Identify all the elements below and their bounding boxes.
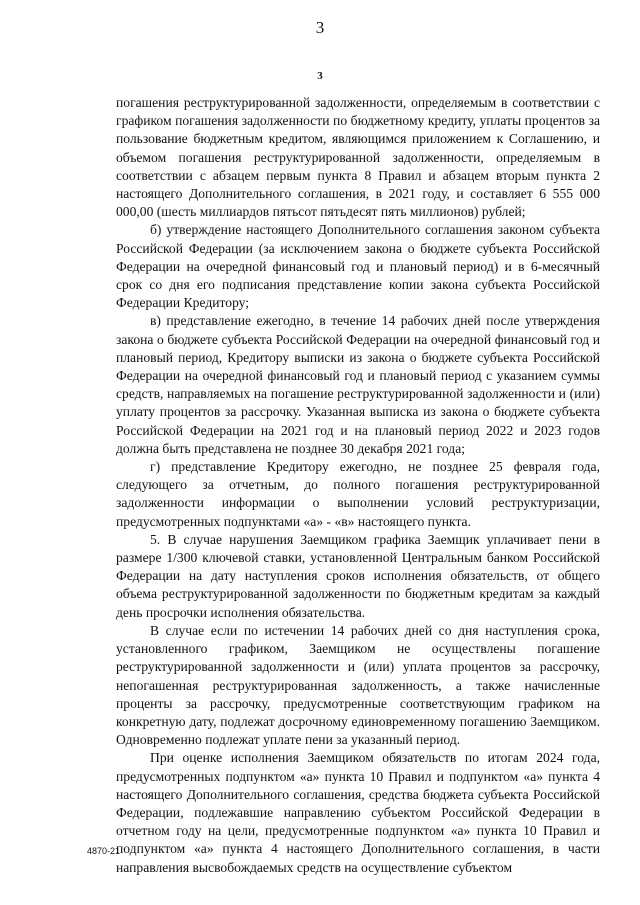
paragraph-continuation: погашения реструктурированной задолженности, определяемым в соответствии с графиком погашения задолженности по бюджетному кредиту, уплаты процентов за пользование бюджетным кредитом, являющимся приложением к Соглашению, и объемом погашения реструктурированной задолженности, определяемым в соответствии с абзацем первым пункта 8 Правил и абзацем вторым пункта 2 настоящего Дополнительного соглашения, в 2021 году, и составляет 6 555 000 000,00 (шесть миллиардов пятьсот пятьдесят пять миллионов) рублей; xyxy=(116,95,600,220)
paragraph-subitem-b: б) утверждение настоящего Дополнительного соглашения законом субъекта Российской Федерации (за исключением закона о бюджете субъекта Российской Федерации на очередной финансовый год и плановый период) и в 6-месячный срок со дня его подписания представление копии закона субъекта Российской Федерации Кредитору; xyxy=(116,222,600,311)
paragraph-subitem-g: г) представление Кредитору ежегодно, не позднее 25 февраля года, следующего за отчетным, до полного погашения реструктурированной задолженности информации о выполнении условий реструктуризации, предусмотренных подпунктами «а» - «в» настоящего пункта. xyxy=(116,459,600,529)
paragraph-subitem-v: в) представление ежегодно, в течение 14 рабочих дней после утверждения закона о бюджете субъекта Российской Федерации на очередной финансовый год и плановый период, Кредитору выписки из закона о бюджете субъекта Российской Федерации на очередной финансовый год и плановый период с указанием суммы средств, направляемых на погашение реструктурированной задолженности и (или) уплату процентов за рассрочку. Указанная выписка из закона о бюджете субъекта Российской Федерации на 2021 год и на плановый период 2022 и 2023 годов должна быть представлена не позднее 30 декабря 2021 года; xyxy=(116,313,600,456)
document-code: 4870-21 xyxy=(87,846,121,856)
document-body xyxy=(116,94,600,877)
paragraph-evaluation-2024: При оценке исполнения Заемщиком обязательств по итогам 2024 года, предусмотренных подпунктом «а» пункта 10 Правил и подпунктом «а» пункта 4 настоящего Дополнительного соглашения, средства бюджета субъекта Российской Федерации, подлежавшие направлению субъектом Российской Федерации в отчетном году на цели, предусмотренные подпунктом «а» пункта 10 Правил и подпунктом «а» пункта 4 настоящего Дополнительного соглашения, в части направления высвобождаемых средств на осуществление субъектом xyxy=(116,750,600,875)
paragraph-item-5: 5. В случае нарушения Заемщиком графика Заемщик уплачивает пени в размере 1/300 ключевой ставки, установленной Центральным банком Российской Федерации на дату наступления сроков исполнения обязательств, от общего объема реструктурированной задолженности по бюджетным кредитам за каждый день просрочки исполнения обязательства. xyxy=(116,531,600,620)
page-number-stamp: 3 xyxy=(317,70,323,82)
page-number: 3 xyxy=(315,18,325,37)
paragraph-early-repayment: В случае если по истечении 14 рабочих дней со дня наступления срока, установленного графиком, Заемщиком не осуществлены погашение реструктурированной задолженности и (или) уплата процентов за рассрочку, непогашенная реструктурированная задолженность, а также начисленные проценты за рассрочку, предусмотренные соответствующим графиком на конкретную дату, подлежат досрочному единовременному погашению Заемщиком. Одновременно подлежат уплате пени за указанный период. xyxy=(116,622,600,748)
